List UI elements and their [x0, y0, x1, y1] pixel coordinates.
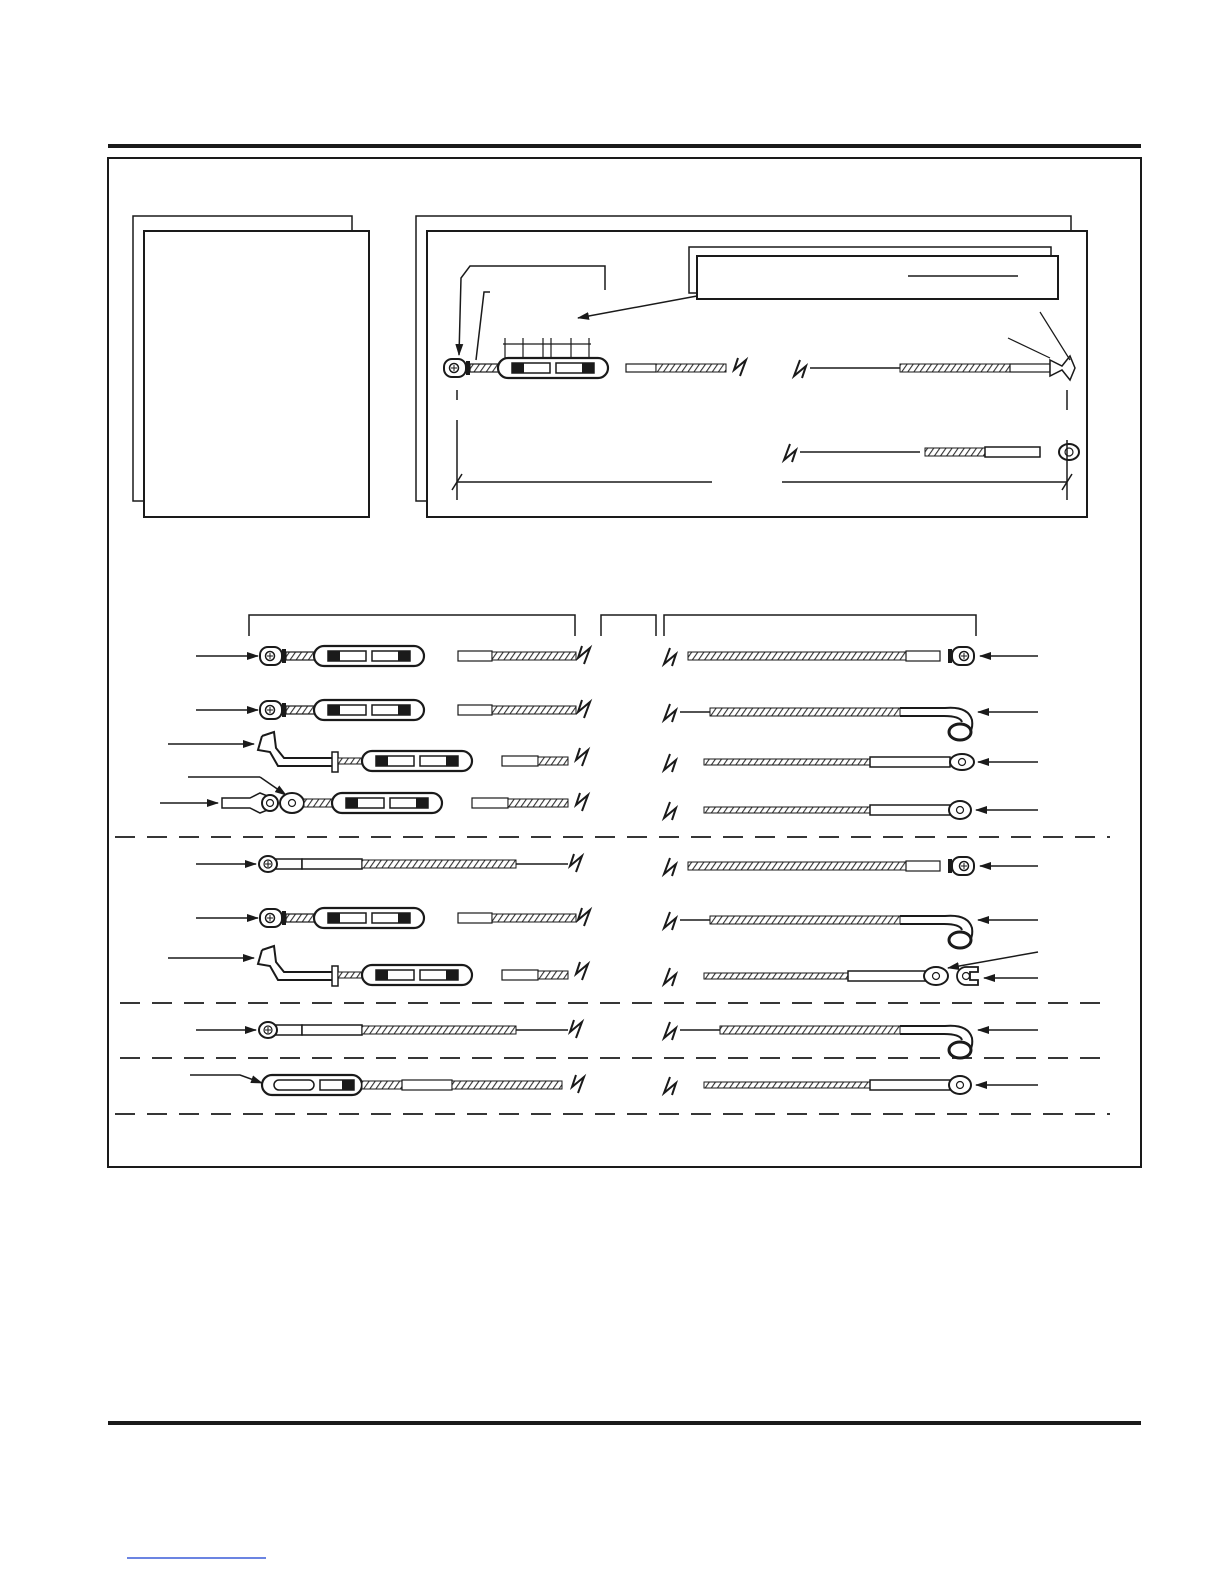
right-row-7: [664, 952, 1038, 986]
right-row-8: [664, 1022, 1038, 1058]
detail-panel: [416, 216, 1087, 517]
left-row-6: [196, 908, 590, 928]
left-row-2: [196, 700, 590, 720]
left-row-9: [190, 1075, 584, 1095]
left-row-5: [196, 854, 582, 872]
left-row-3: [168, 732, 588, 772]
right-row-2: [664, 704, 1038, 740]
right-row-5: [664, 857, 1038, 876]
left-row-7: [168, 946, 588, 986]
left-row-1: [196, 646, 590, 666]
left-row-4: [160, 777, 588, 813]
right-row-6: [664, 912, 1038, 948]
group-brackets: [249, 615, 976, 636]
right-row-4: [664, 801, 1038, 820]
right-row-9: [664, 1076, 1038, 1095]
right-row-1: [664, 647, 1038, 666]
left-row-8: [196, 1020, 582, 1038]
left-panel: [133, 216, 369, 517]
right-row-3: [664, 754, 1038, 772]
